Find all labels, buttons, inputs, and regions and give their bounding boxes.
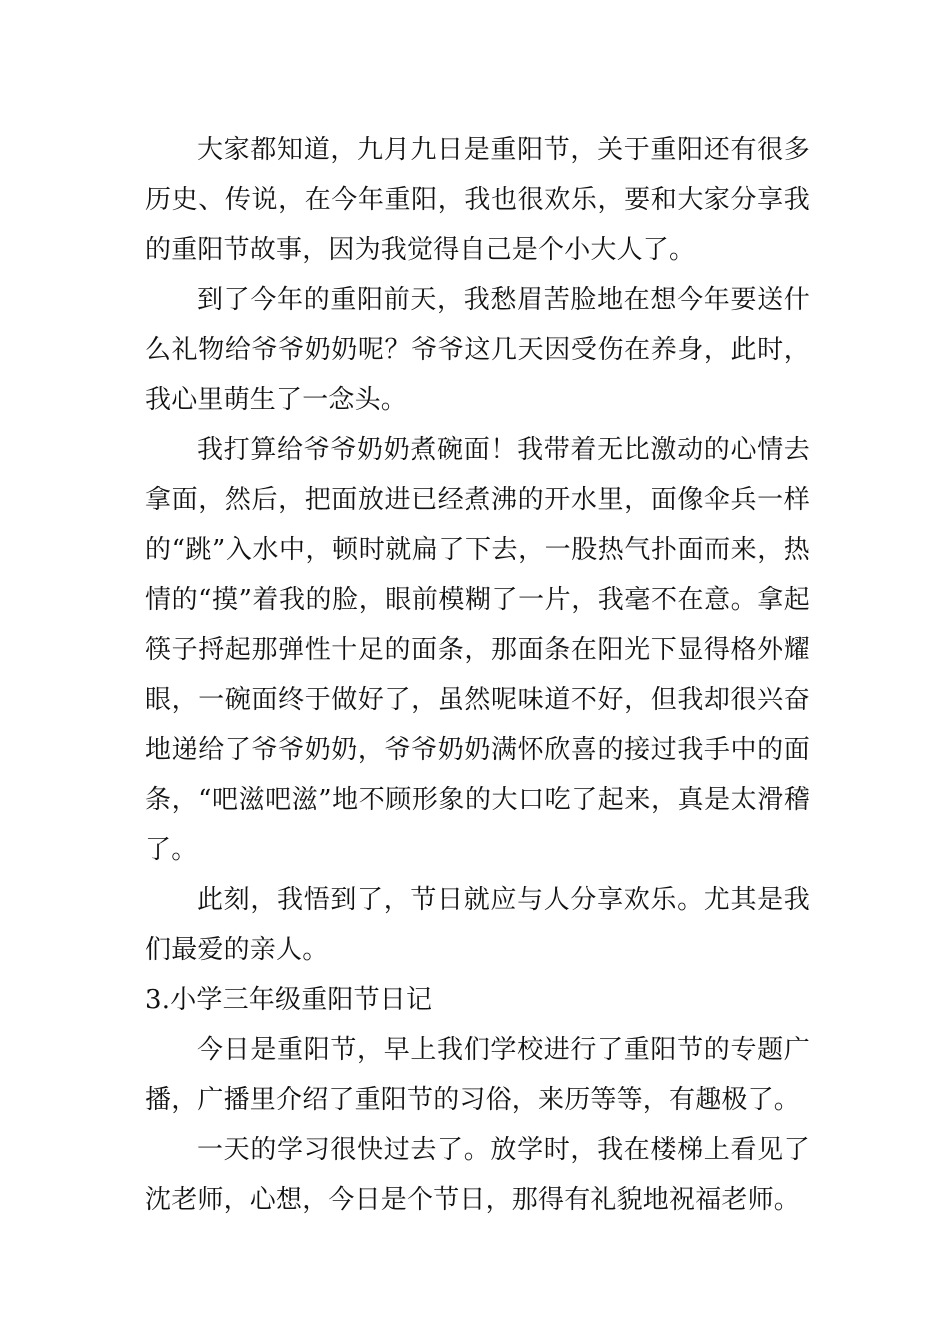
paragraph-3: 我打算给爷爷奶奶煮碗面！我带着无比激动的心情去拿面，然后，把面放进已经煮沸的开水里，面像伞兵一样的“跳”入水中，顿时就扁了下去，一股热气扑面而来，热情的“摸”着我的脸，眼前模糊了一片，我毫不在意。拿起筷子捋起那弹性十足的面条，那面条在阳光下显得格外耀眼，一碗面终于做好了，虽然呢味道不好，但我却很兴奋地递给了爷爷奶奶，爷爷奶奶满怀欣喜的接过我手中的面条，“吧滋吧滋”地不顾形象的大口吃了起来，真是太滑稽了。 — [145, 435, 810, 865]
section-paragraph-2: 一天的学习很快过去了。放学时，我在楼梯上看见了沈老师，心想，今日是个节日，那得有礼貌地祝福老师。 — [145, 1135, 810, 1215]
section-paragraph-1: 今日是重阳节，早上我们学校进行了重阳节的专题广播，广播里介绍了重阳节的习俗，来历等等，有趣极了。 — [145, 1035, 810, 1115]
paragraph-1: 大家都知道，九月九日是重阳节，关于重阳还有很多历史、传说，在今年重阳，我也很欢乐，要和大家分享我的重阳节故事，因为我觉得自己是个小大人了。 — [145, 135, 810, 265]
paragraph-2: 到了今年的重阳前天，我愁眉苦脸地在想今年要送什么礼物给爷爷奶奶呢？爷爷这几天因受伤在养身，此时，我心里萌生了一念头。 — [145, 285, 810, 415]
document-page — [145, 125, 810, 1225]
section-heading: 3.小学三年级重阳节日记 — [145, 985, 433, 1015]
paragraph-4: 此刻，我悟到了，节日就应与人分享欢乐。尤其是我们最爱的亲人。 — [145, 885, 810, 965]
